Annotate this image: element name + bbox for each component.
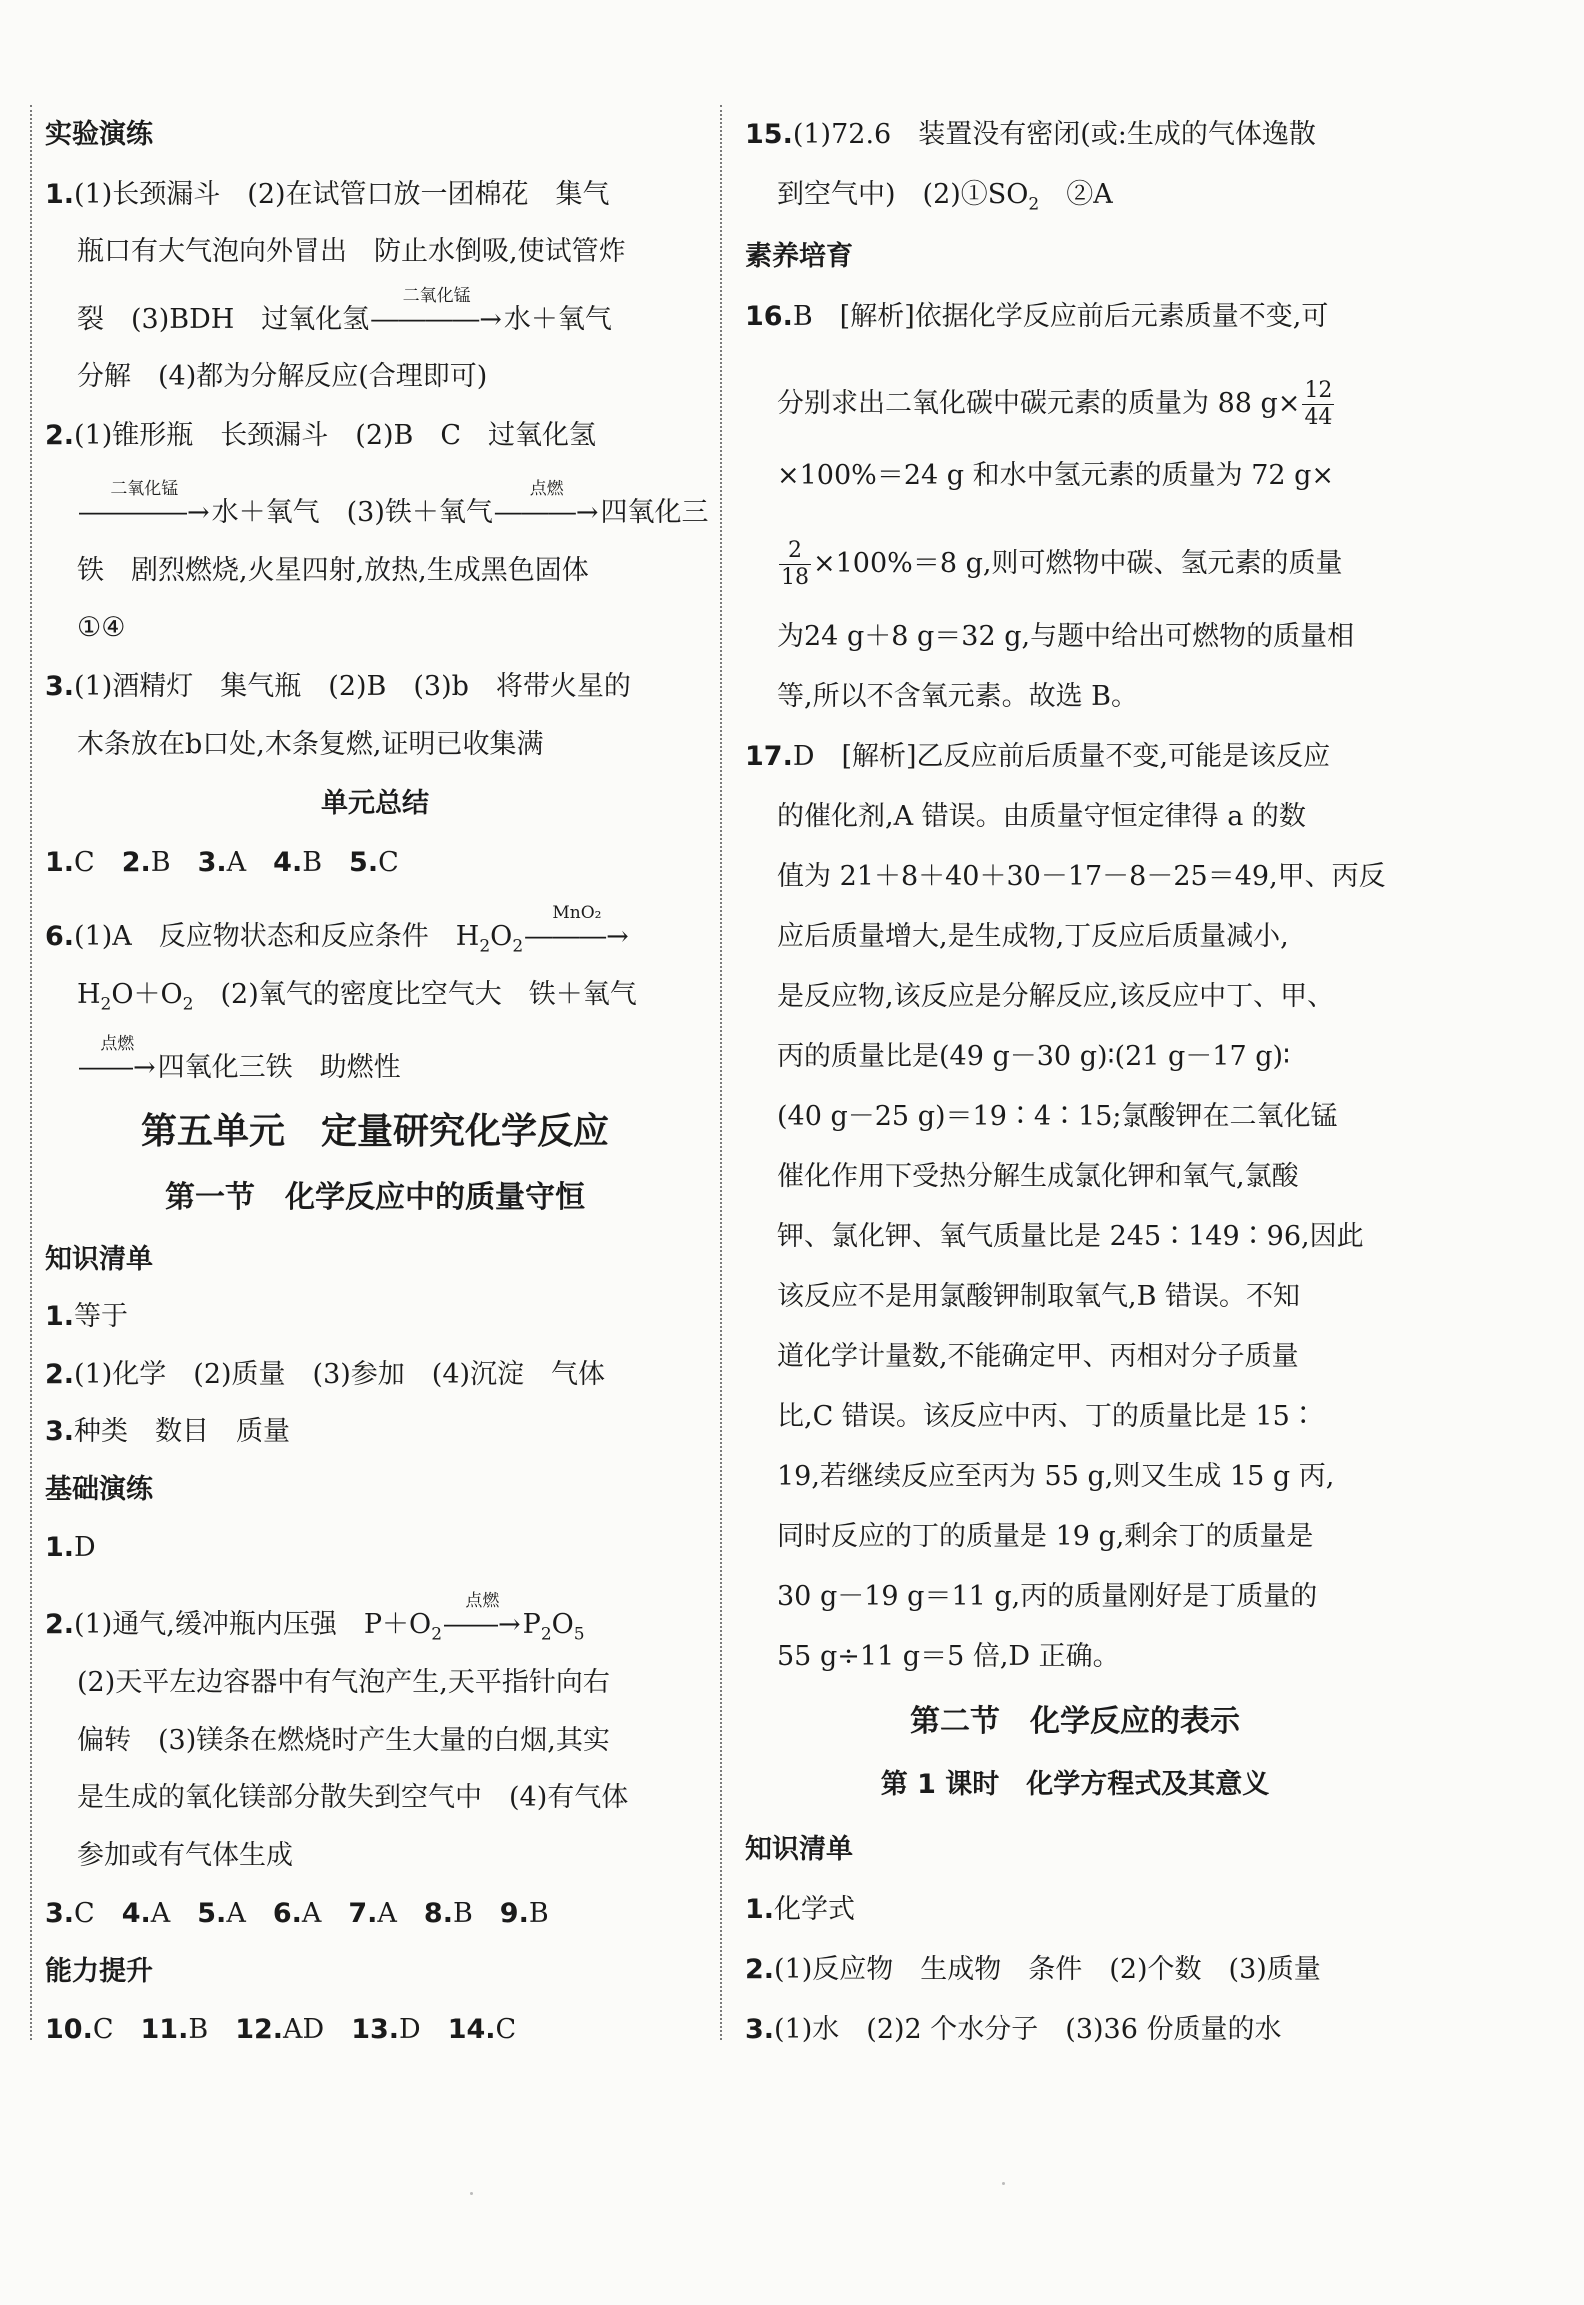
answer-item: 12.AD [235,2014,325,2045]
answer-1-line-1: 1.(1)长颈漏斗 (2)在试管口放一团棉花 集气 [45,179,610,210]
fraction-2-18: $\frac{2}{18}$ [781,538,809,590]
answer-item: 8.B [423,1898,473,1929]
lesson-answer-1: 1.化学式 [745,1894,856,1925]
scan-speck [470,2192,473,2195]
answer-item: 6.A [272,1898,322,1929]
reaction-arrow: 点燃 ―――→ [494,479,599,528]
answer-17-line-3: 值为 21＋8＋40＋30－17－8－25＝49,甲、丙反 [777,861,1386,892]
answer-17-line-12: 比,C 错误。该反应中丙、丁的质量比是 15∶ [777,1401,1317,1432]
answer-17-line-8: 催化作用下受热分解生成氯化钾和氧气,氯酸 [777,1161,1299,1192]
answer-17-line-7: (40 g－25 g)＝19∶4∶15;氯酸钾在二氧化锰 [777,1101,1338,1132]
answer-item: 2.B [121,847,171,878]
scan-speck [1002,2182,1005,2185]
fraction-12-44: $\frac{12}{44}$ [1304,378,1333,430]
answer-item: 4.B [273,847,323,878]
answer-item: 5.C [349,847,399,878]
answer-16-line-3: ×100%＝24 g 和水中氢元素的质量为 72 g× [777,460,1335,491]
answer-item: 3.A [197,847,247,878]
answer-17-line-11: 道化学计量数,不能确定甲、丙相对分子质量 [777,1341,1299,1372]
answer-6-line-1: 6.(1)A 反应物状态和反应条件 $H_2O_2$ MnO₂ ―――→ [45,903,629,957]
answer-17-line-16: 55 g÷11 g＝5 倍,D 正确。 [777,1641,1120,1672]
column-divider [720,105,722,2040]
knowledge-item-3: 3.种类 数目 质量 [45,1416,291,1447]
answer-6-line-2: $H_2O+O_2$ (2)氧气的密度比空气大 铁＋氧气 [77,979,637,1015]
section-2-title: 第二节 化学反应的表示 [910,1704,1240,1739]
reaction-arrow: MnO₂ ―――→ [525,903,629,952]
knowledge-item-1: 1.等于 [45,1301,129,1332]
reaction-arrow: 点燃 ――→ [444,1591,521,1640]
reaction-arrow: 点燃 ――→ [79,1034,156,1083]
answer-item: 9.B [499,1898,549,1929]
answer-1-line-3: 裂 (3)BDH 过氧化氢 二氧化锰 ――――→水＋氧气 [77,286,612,335]
answer-item: 13.D [351,2014,421,2045]
answer-15-line-2: 到空气中) $(2)①SO_2$ ②A [777,179,1113,215]
answer-17-line-2: 的催化剂,A 错误。由质量守恒定律得 a 的数 [777,801,1306,832]
answer-3-line-1: 3.(1)酒精灯 集气瓶 (2)B (3)b 将带火星的 [45,671,631,702]
answer-2-line-4: ①④ [77,612,126,643]
lesson-answer-3: 3.(1)水 (2)2 个水分子 (3)36 份质量的水 [745,2014,1282,2045]
knowledge-item-2: 2.(1)化学 (2)质量 (3)参加 (4)沉淀 气体 [45,1359,606,1390]
answer-item: 3.C [45,1898,95,1929]
knowledge-list-heading-2: 知识清单 [745,1834,853,1865]
answer-2-line-2: 二氧化锰 ――――→水＋氧气 (3)铁＋氧气 点燃 ―――→四氧化三 [79,479,709,528]
answer-16-line-1: 16.B [解析]依据化学反应前后元素质量不变,可 [745,301,1329,332]
answer-6-line-3: 点燃 ――→四氧化三铁 助燃性 [79,1034,401,1083]
answer-item: 1.C [45,847,95,878]
knowledge-list-heading: 知识清单 [45,1244,153,1275]
reaction-arrow: 二氧化锰 ――――→ [371,286,502,335]
answer-item: 11.B [140,2014,209,2045]
basic-answers-row [45,1894,549,1934]
answer-17-line-10: 该反应不是用氯酸钾制取氧气,B 错误。不知 [777,1281,1301,1312]
answer-1-line-2: 瓶口有大气泡向外冒出 防止水倒吸,使试管炸 [77,236,626,267]
answer-2-line-3: 铁 剧烈燃烧,火星四射,放热,生成黑色固体 [77,555,589,586]
left-margin-dotted-line [30,105,32,2040]
basic-answer-2-line-2: (2)天平左边容器中有气泡产生,天平指针向右 [77,1667,610,1698]
ability-heading: 能力提升 [45,1956,153,1987]
answer-item: 5.A [197,1898,246,1929]
unit-summary-answers [45,843,399,883]
section-heading-experiment: 实验演练 [45,119,153,150]
answer-17-line-6: 丙的质量比是(49 g－30 g)∶(21 g－17 g)∶ [777,1041,1291,1072]
lesson-answer-2: 2.(1)反应物 生成物 条件 (2)个数 (3)质量 [745,1954,1321,1985]
answer-item: 14.C [447,2014,517,2045]
answer-17-line-15: 30 g－19 g＝11 g,丙的质量刚好是丁质量的 [777,1581,1318,1612]
basic-answer-2-line-3: 偏转 (3)镁条在燃烧时产生大量的白烟,其实 [77,1725,610,1756]
answer-item: 7.A [348,1898,397,1929]
answer-item: 4.A [121,1898,171,1929]
answer-item: 10.C [45,2014,114,2045]
answer-15-line-1: 15.(1)72.6 装置没有密闭(或:生成的气体逸散 [745,119,1316,150]
lesson-1-title: 第 1 课时 化学方程式及其意义 [880,1769,1270,1800]
answer-17-line-13: 19,若继续反应至丙为 55 g,则又生成 15 g 丙, [777,1461,1335,1492]
basic-answer-2-line-5: 参加或有气体生成 [77,1840,293,1871]
answer-17-line-5: 是反应物,该反应是分解反应,该反应中丁、甲、 [777,981,1335,1012]
answer-3-line-2: 木条放在b口处,木条复燃,证明已收集满 [77,729,544,760]
basic-answer-2-line-1: 2.(1)通气,缓冲瓶内压强 $P+O_2$ 点燃 $――\to P_2O_5$ [45,1591,585,1645]
reaction-arrow: 二氧化锰 ――――→ [79,479,210,528]
answer-17-line-14: 同时反应的丁的质量是 19 g,剩余丁的质量是 [777,1521,1314,1552]
answer-16-line-2: 分别求出二氧化碳中碳元素的质量为 88 g× $\frac{12}{44}$ [777,378,1333,430]
unit-summary-heading: 单元总结 [321,788,429,819]
answer-2-line-1: 2.(1)锥形瓶 长颈漏斗 (2)B C 过氧化氢 [45,420,597,451]
basic-answer-1: 1.D [45,1532,96,1563]
section-1-title: 第一节 化学反应中的质量守恒 [165,1180,585,1215]
unit-5-title: 第五单元 定量研究化学反应 [140,1111,609,1152]
answer-16-line-6: 等,所以不含氧元素。故选 B。 [777,681,1139,712]
basic-practice-heading: 基础演练 [45,1474,153,1505]
answer-17-line-1: 17.D [解析]乙反应前后质量不变,可能是该反应 [745,741,1331,772]
literacy-heading: 素养培育 [745,241,853,272]
answer-17-line-9: 钾、氯化钾、氧气质量比是 245∶149∶96,因此 [777,1221,1364,1252]
answer-17-line-4: 应后质量增大,是生成物,丁反应后质量减小, [777,921,1289,952]
basic-answer-2-line-4: 是生成的氧化镁部分散失到空气中 (4)有气体 [77,1782,629,1813]
answer-16-line-5: 为24 g＋8 g＝32 g,与题中给出可燃物的质量相 [777,621,1355,652]
answer-1-line-4: 分解 (4)都为分解反应(合理即可) [77,361,488,392]
ability-answers-row [45,2010,516,2050]
answer-16-line-4: $\frac{2}{18}$ ×100%＝8 g,则可燃物中碳、氢元素的质量 [781,538,1343,590]
